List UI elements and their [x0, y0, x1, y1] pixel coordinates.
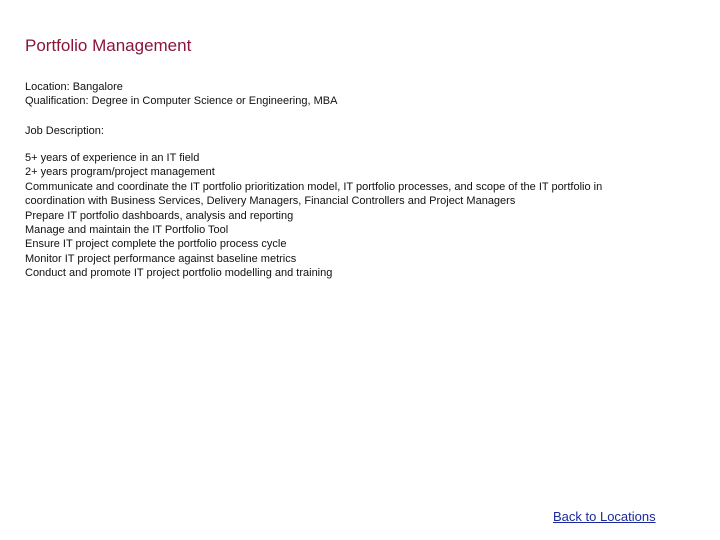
duty-line: 2+ years program/project management	[25, 166, 215, 179]
duty-line: Conduct and promote IT project portfolio modelling and training	[25, 267, 333, 280]
page-title: Portfolio Management	[25, 36, 192, 55]
duty-line: Monitor IT project performance against baseline metrics	[25, 252, 297, 265]
job-description-label: Job Description:	[25, 125, 104, 137]
duty-line: Ensure IT project complete the portfolio process cycle	[25, 238, 287, 251]
duties-list	[25, 151, 602, 281]
location-text: Location: Bangalore	[25, 81, 123, 93]
duty-line: 5+ years of experience in an IT field	[25, 152, 200, 164]
job-meta	[25, 80, 337, 109]
duty-line: Prepare IT portfolio dashboards, analysis and reporting	[25, 209, 294, 222]
duty-line: coordination with Business Services, Delivery Managers, Financial Controllers and Project Managers	[25, 195, 516, 208]
back-to-locations-link[interactable]: Back to Locations	[553, 509, 656, 524]
qualification-text: Qualification: Degree in Computer Science or Engineering, MBA	[25, 95, 338, 108]
duty-line: Communicate and coordinate the IT portfolio prioritization model, IT portfolio processes, and scope of the IT portfolio in	[25, 180, 603, 193]
duty-line: Manage and maintain the IT Portfolio Tool	[25, 224, 229, 237]
